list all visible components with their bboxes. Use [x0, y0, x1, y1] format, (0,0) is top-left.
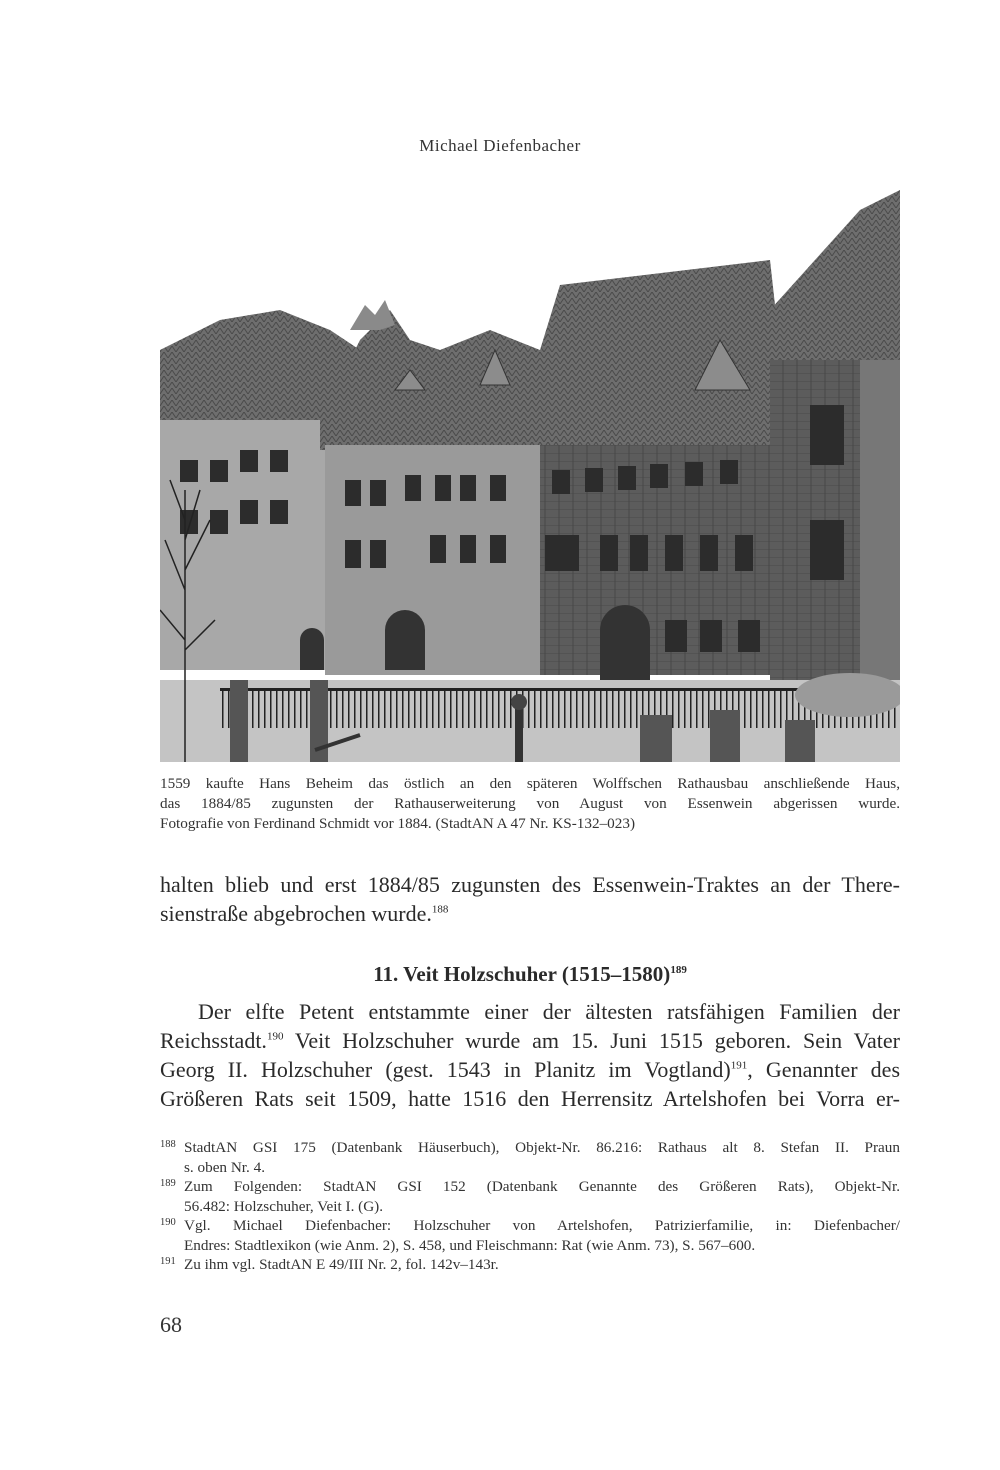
text-fragment: Georg II. Holzschuher (gest. 1543 in Planitz im Vogtland) — [160, 1057, 731, 1082]
footnote-189 — [160, 1177, 900, 1216]
text-fragment: sienstraße abgebrochen wurde. — [160, 901, 432, 926]
footnote-line: s. oben Nr. 4. — [184, 1158, 265, 1176]
page-number: 68 — [160, 1312, 182, 1337]
text-fragment: , Genannter des — [747, 1057, 901, 1082]
text-line: Der elfte Petent entstammte einer der ältesten ratsfähigen Familien der — [198, 999, 900, 1024]
footnote-ref: 191 — [730, 1059, 748, 1072]
footnote-text — [184, 1255, 900, 1275]
caption-line: 1559 kaufte Hans Beheim das östlich an den späteren Wolffschen Rathausbau anschließende Haus, — [160, 775, 900, 792]
footnote-number: 189 — [160, 1178, 176, 1189]
footnote-line: StadtAN GSI 175 (Datenbank Häuserbuch), Objekt-Nr. 86.216: Rathaus alt 8. Stefan II. Praun — [184, 1139, 900, 1156]
text-line — [160, 899, 900, 928]
text-fragment: Reichsstadt. — [160, 1028, 267, 1053]
footnote-line: 56.482: Holzschuher, Veit I. (G). — [184, 1197, 384, 1215]
footnote-ref: 189 — [670, 964, 687, 976]
figure-caption — [160, 774, 900, 834]
heading-text: 11. Veit Holzschuher (1515–1580) — [373, 962, 671, 986]
running-head: Michael Diefenbacher — [419, 136, 581, 155]
footnote-188 — [160, 1138, 900, 1177]
footnote-ref: 188 — [431, 903, 449, 916]
footnote-191 — [160, 1255, 900, 1275]
footnotes — [160, 1138, 900, 1275]
text-fragment: Veit Holzschuher wurde am 15. Juni 1515 geboren. Sein Vater — [283, 1028, 900, 1053]
footnote-text — [184, 1138, 900, 1177]
footnote-190 — [160, 1216, 900, 1255]
paragraph-continuation — [160, 870, 900, 928]
caption-line: Fotografie von Ferdinand Schmidt vor 1884. (StadtAN A 47 Nr. KS-132–023) — [160, 815, 636, 832]
text-line: Größeren Rats seit 1509, hatte 1516 den Herrensitz Artelshofen bei Vorra er- — [160, 1086, 900, 1111]
footnote-text — [184, 1177, 900, 1216]
text-line — [160, 1055, 900, 1084]
text-line: halten blieb und erst 1884/85 zugunsten des Essenwein-Traktes an der There- — [160, 872, 900, 897]
footnote-text — [184, 1216, 900, 1255]
footnote-number: 188 — [160, 1139, 176, 1150]
footnote-number: 191 — [160, 1256, 176, 1267]
section-heading — [160, 962, 900, 987]
footnote-line: Zum Folgenden: StadtAN GSI 152 (Datenbank Genannte des Größeren Rats), Objekt-Nr. — [184, 1178, 900, 1195]
text-line — [160, 1026, 900, 1055]
footnote-line: Vgl. Michael Diefenbacher: Holzschuher von Artelshofen, Patrizierfamilie, in: Diefenbacher/ — [184, 1217, 900, 1234]
caption-line: das 1884/85 zugunsten der Rathauserweiterung von August von Essenwein abgerissen wurde. — [160, 795, 900, 812]
footnote-line: Zu ihm vgl. StadtAN E 49/III Nr. 2, fol. 142v–143r. — [184, 1256, 499, 1273]
footnote-ref: 190 — [266, 1030, 284, 1043]
paragraph-veit-holzschuher — [160, 997, 900, 1113]
historical-photo — [160, 190, 900, 762]
footnote-line: Endres: Stadtlexikon (wie Anm. 2), S. 458, und Fleischmann: Rat (wie Anm. 73), S. 567–600. — [184, 1236, 756, 1254]
footnote-number: 190 — [160, 1217, 176, 1228]
